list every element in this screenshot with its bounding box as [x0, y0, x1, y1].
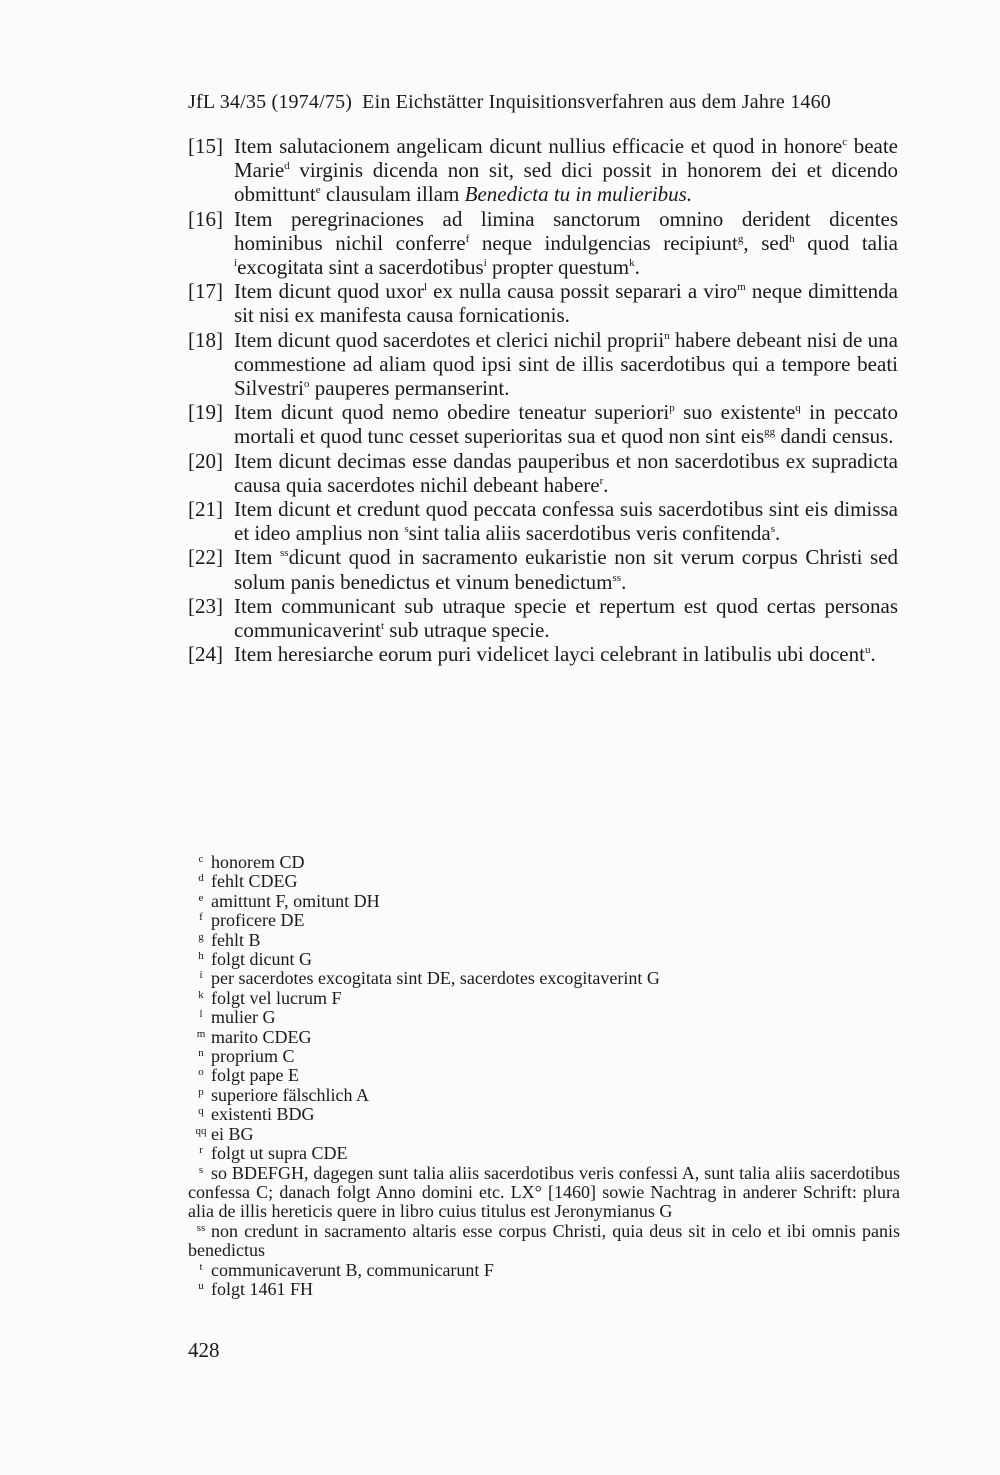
footnote: r folgt ut supra CDE	[199, 1143, 348, 1164]
paragraph	[188, 134, 898, 207]
footnote-ref: k	[629, 257, 635, 270]
page-number: 428	[188, 1338, 220, 1362]
text-run: in peccato mortali et quod tunc cesset superioritas sua et quod non sint eis	[234, 400, 899, 449]
footnote-text: amittunt F, omitunt DH	[211, 890, 380, 911]
paragraph	[188, 545, 898, 593]
footnote: k folgt vel lucrum F	[198, 987, 342, 1008]
text-run: Item heresiarche eorum puri videlicet layci celebrant in latibulis ubi docent	[234, 642, 865, 667]
text-run: clausulam illam	[320, 182, 465, 207]
footnote: h folgt dicunt G	[198, 949, 312, 970]
footnote-ref: d	[284, 160, 290, 173]
text-run: Item peregrinaciones ad limina sanctorum omnino derident dicentes hominibus nichil conferre	[234, 206, 898, 255]
footnote-ref: r	[599, 474, 604, 487]
footnote-text: mulier G	[211, 1007, 276, 1028]
text-run: neque indulgencias recipiunt	[469, 230, 738, 255]
footnote-ref: e	[315, 184, 321, 197]
paragraph-number: [22]	[188, 545, 223, 570]
footnote-ref: s	[404, 523, 409, 536]
running-header	[188, 91, 898, 114]
footnote-ref: h	[789, 232, 795, 245]
footnote-text: folgt vel lucrum F	[211, 987, 342, 1008]
text-run: dicunt quod in sacramento eukaristie non sit verum corpus Christi sed solum panis benedictus et vinum benedictum	[234, 545, 899, 594]
footnote: g fehlt B	[198, 929, 261, 950]
paragraph	[188, 642, 898, 666]
article-title: Ein Eichstätter Inquisitionsverfahren aus dem Jahre 1460	[362, 91, 832, 113]
footnote-ref: q	[795, 402, 801, 415]
footnote: s so BDEFGH, dagegen sunt talia aliis sacerdotibus veris confessi A, sunt talia aliis sacerdotibus confessa C; danach folgt Anno domini etc. LX° [1460] sowie Nachtrag in anderer Schrift: plura alia de illis hereticis quere in libro cuius titulus est Jeronymianus G	[188, 1162, 900, 1222]
text-run: excogitata sint a sacerdotibus	[237, 255, 484, 280]
footnote-text: folgt pape E	[211, 1065, 299, 1086]
footnote: q existenti BDG	[198, 1104, 315, 1125]
text-run: Item dicunt quod sacerdotes et clerici nichil proprii	[234, 327, 665, 352]
footnote: qq ei BG	[195, 1123, 254, 1144]
footnote-ref: l	[423, 281, 427, 294]
journal-citation: JfL 34/35 (1974/75)	[188, 91, 353, 113]
text-run: virginis dicenda non sit, sed dici possit in honorem dei et dicendo obmittunt	[234, 158, 898, 207]
text-run: .	[870, 642, 876, 667]
paragraph	[188, 594, 898, 642]
footnote: l mulier G	[199, 1007, 276, 1028]
footnote: u folgt 1461 FH	[198, 1278, 314, 1299]
footnote: f proficere DE	[199, 910, 305, 931]
footnote-ref: i	[234, 257, 238, 270]
footnote-ref: f	[465, 232, 470, 245]
paragraph-number: [19]	[188, 400, 223, 425]
footnote-text: folgt dicunt G	[211, 949, 312, 970]
paragraph	[188, 400, 898, 448]
text-run: Item dicunt decimas esse dandas pauperibus et non sacerdotibus ex supradicta causa quia sacerdotes nichil debeant habere	[234, 448, 898, 497]
footnote-text: fehlt CDEG	[211, 871, 298, 892]
footnote-ref: ss	[280, 547, 289, 560]
text-run: beate Marie	[234, 134, 898, 183]
footnote-ref: m	[737, 281, 746, 294]
text-run: Item salutacionem angelicam dicunt nullius efficacie et quod in honore	[234, 134, 843, 158]
footnote-text: folgt 1461 FH	[211, 1278, 314, 1299]
footnote-ref: p	[669, 402, 675, 415]
footnote-ref: s	[770, 523, 776, 536]
footnote: e amittunt F, omitunt DH	[198, 890, 380, 911]
footnote: i per sacerdotes excogitata sint DE, sacerdotes excogitaverint G	[199, 968, 660, 989]
footnote-text: marito CDEG	[211, 1026, 312, 1047]
text-run: Item communicant sub utraque specie et repertum est quod certas personas communicaverint	[234, 593, 898, 643]
footnote: ss non credunt in sacramento altaris esse corpus Christi, quia deus sit in celo et ibi omnis panis benedictus	[188, 1220, 900, 1261]
footnote-text: fehlt B	[211, 929, 261, 950]
text-run: Item dicunt et credunt quod peccata confessa suis sacerdotibus sint eis dimissa et ideo amplius non	[234, 497, 898, 546]
footnote-ref: g	[737, 232, 744, 245]
italic-text: Benedicta tu in mulieribus.	[464, 182, 693, 207]
footnote: m marito CDEG	[196, 1026, 312, 1047]
footnote-text: proficere DE	[211, 910, 305, 931]
text-run: habere debeant nisi de una commestione ad aliam quod ipsi sint de illis sacerdotibus qui a tempore beati Silvestri	[234, 327, 898, 401]
footnote-text: proprium C	[211, 1046, 295, 1067]
footnote: d fehlt CDEG	[198, 871, 298, 892]
text-run: propter questum	[486, 255, 630, 280]
text-run: sint talia aliis sacerdotibus veris confitenda	[408, 521, 771, 546]
main-text	[188, 134, 898, 666]
text-run: Item dicunt quod uxor	[234, 279, 424, 304]
paragraph-number: [17]	[188, 279, 223, 304]
footnote-ref: ss	[612, 571, 622, 584]
paragraph	[188, 328, 898, 401]
text-run: pauperes permanserint.	[309, 376, 510, 401]
footnote-ref: o	[304, 378, 310, 391]
footnote: n proprium C	[198, 1046, 295, 1067]
footnote: o folgt pape E	[198, 1065, 299, 1086]
text-run: , sed	[743, 230, 790, 255]
footnote-text: honorem CD	[211, 852, 305, 872]
footnote: p superiore fälschlich A	[198, 1084, 369, 1105]
text-run: .	[775, 521, 781, 546]
paragraph-number: [18]	[188, 327, 223, 352]
text-run: .	[603, 472, 609, 497]
footnote-ref: n	[664, 329, 670, 342]
paragraph-number: [15]	[188, 134, 223, 158]
text-run: quod talia	[794, 230, 898, 255]
paragraph	[188, 497, 898, 545]
footnote-ref: gg	[764, 426, 776, 439]
text-run: .	[621, 569, 627, 594]
footnote-ref: c	[842, 136, 848, 148]
footnote-ref: i	[483, 257, 487, 270]
paragraph-number: [24]	[188, 642, 223, 667]
text-run: ex nulla causa possit separari a viro	[427, 279, 738, 304]
paragraph-number: [21]	[188, 497, 223, 522]
footnote: c honorem CD	[198, 852, 305, 872]
text-run: dandi census.	[775, 424, 894, 449]
text-run: sub utraque specie.	[384, 618, 550, 643]
footnote-text: existenti BDG	[211, 1104, 315, 1125]
paragraph-number: [16]	[188, 206, 223, 231]
footnote-text: folgt ut supra CDE	[211, 1143, 348, 1164]
paragraph	[188, 449, 898, 497]
text-run: neque dimittenda sit nisi ex manifesta causa fornicationis.	[234, 279, 898, 328]
footnote-text: non credunt in sacramento altaris esse corpus Christi, quia deus sit in celo et ibi omnis panis benedictus	[188, 1220, 900, 1261]
footnotes	[188, 853, 900, 1299]
footnote-text: per sacerdotes excogitata sint DE, sacerdotes excogitaverint G	[211, 968, 660, 989]
text-run: suo existente	[674, 400, 796, 425]
footnote-text: so BDEFGH, dagegen sunt talia aliis sacerdotibus veris confessi A, sunt talia aliis sacerdotibus confessa C; danach folgt Anno domini etc. LX° [1460] sowie Nachtrag in anderer Schrift: plura alia de illis hereticis quere in libro cuius titulus est Jeronymianus G	[188, 1162, 900, 1222]
text-run: Item dicunt quod nemo obedire teneatur superiori	[234, 400, 670, 425]
paragraph	[188, 207, 898, 280]
footnote-text: communicaverunt B, communicarunt F	[211, 1259, 494, 1280]
text-run: .	[634, 255, 640, 280]
footnote: t communicaverunt B, communicarunt F	[199, 1259, 494, 1280]
paragraph-number: [20]	[188, 448, 223, 473]
paragraph	[188, 279, 898, 327]
paragraph-number: [23]	[188, 593, 223, 618]
footnote-ref: u	[864, 644, 871, 657]
footnote-ref: t	[380, 620, 385, 633]
text-run: Item	[234, 545, 281, 570]
footnote-text: ei BG	[211, 1123, 254, 1144]
footnote-text: superiore fälschlich A	[211, 1084, 369, 1105]
